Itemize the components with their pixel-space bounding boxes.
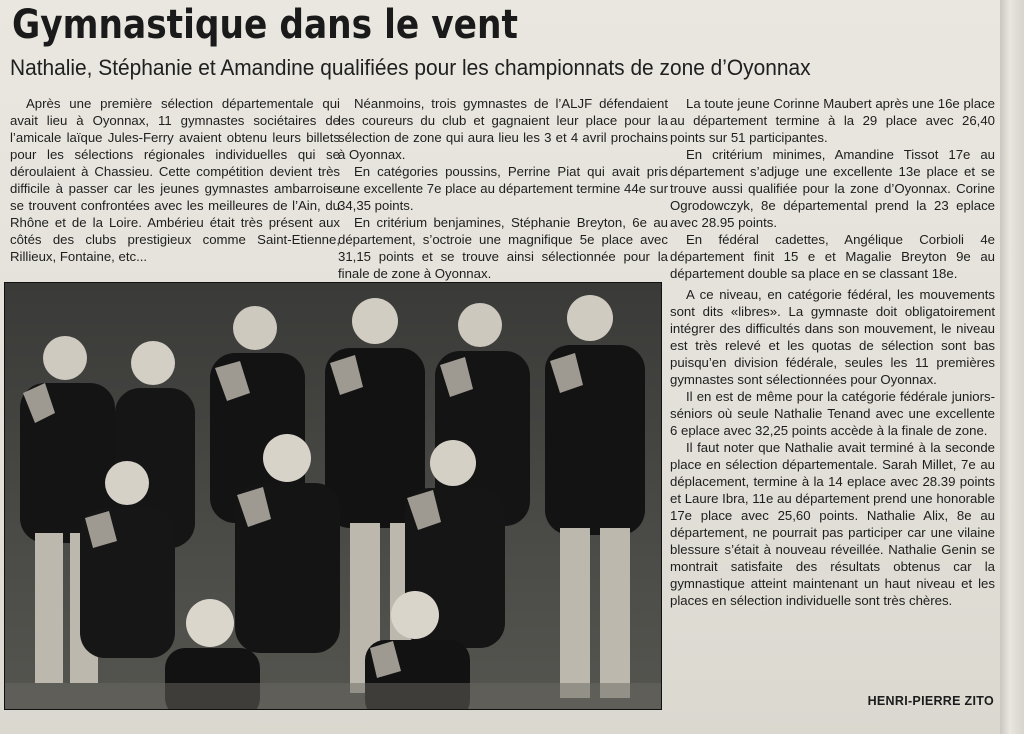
paragraph: En critérium minimes, Amandine Tissot 17e au département s’adjuge une excellente 13e place et se trouve aussi qualifiée pour la zone d’Oyonnax. Corine Ogrodowczyk, 8e départemental prend la 23 eplace avec 28.95 points. (670, 147, 995, 230)
article-column-2 (338, 95, 668, 282)
paragraph: A ce niveau, en catégorie fédéral, les mouvements sont dits «libres». La gymnaste doit obligatoirement intégrer des difficultés dans son mouvement, le niveau est très relevé et les quotas de sélection sont bas puisqu’en division fédérale, seules les 11 premières gymnastes sont sélectionnées pour Oyonnax. (670, 287, 995, 387)
article-column-3-top (670, 95, 995, 282)
paragraph: En fédéral cadettes, Angélique Corbioli 4e département finit 15 e et Magalie Breyton 9e au département double sa place en se classant 18e. (670, 232, 995, 281)
article-subheadline: Nathalie, Stéphanie et Amandine qualifiées pour les championnats de zone d’Oyonnax (10, 55, 811, 80)
page-edge (1000, 0, 1024, 734)
article-column-3-bottom (670, 286, 995, 609)
paragraph: En critérium benjamines, Stéphanie Breyton, 6e au département, s’octroie une magnifique 5e place avec 31,15 points et se trouve ainsi sélectionnée pour la finale de zone à Oyonnax. (338, 215, 668, 281)
paragraph: En catégories poussins, Perrine Piat qui avait pris une excellente 7e place au département termine 44e sur 34,35 points. (338, 164, 668, 213)
article-byline: HENRI-PIERRE ZITO (867, 694, 994, 708)
paragraph: Néanmoins, trois gymnastes de l’ALJF défendaient les coureurs du club et gagnaient leur place pour la sélection de zone qui aura lieu les 3 et 4 avril prochains à Oyonnax. (338, 96, 668, 162)
gymnasts-group-photo (5, 283, 661, 709)
paragraph: La toute jeune Corinne Maubert après une 16e place au département termine à la 29 place avec 26,40 points sur 51 participantes. (670, 96, 995, 145)
paragraph: Il en est de même pour la catégorie fédérale juniors-séniors où seule Nathalie Tenand avec une excellente 6 eplace avec 32,25 points accède à la finale de zone. (670, 389, 995, 438)
paragraph: Il faut noter que Nathalie avait terminé à la seconde place en sélection départementale. Sarah Millet, 7e au déplacement, termine à la 14 eplace avec 28.39 points et Laure Ibra, 11e au département prend une honorable 17e place avec 25,60 points. Nathalie Alix, 8e au département, ne pourrait pas participer car une vilaine blessure s’était à nouveau réveillée. Nathalie Genin se montrait satisfaite des résultats obtenus car la gymnastique atteint maintenant un haut niveau et les places en sélection individuelle sont très chères. (670, 440, 995, 608)
team-photo (4, 282, 662, 710)
paragraph: Après une première sélection départementale qui avait lieu à Oyonnax, 11 gymnastes sociétaires de l’amicale laïque Jules-Ferry avaient obtenu leurs billets pour les sélections régionales individuelles qui se déroulaient à Chassieu. Cette compétition devient très difficile à passer car les jeunes gymnastes ambarroise se trouvent confrontées avec les meilleures de l’Ain, du Rhône et de la Loire. Ambérieu était très présent aux côtés des clubs prestigieux comme Saint-Etienne, Rillieux, Fontaine, etc... (10, 96, 340, 264)
article-headline: Gymnastique dans le vent (12, 2, 518, 48)
article-column-1 (10, 95, 340, 265)
